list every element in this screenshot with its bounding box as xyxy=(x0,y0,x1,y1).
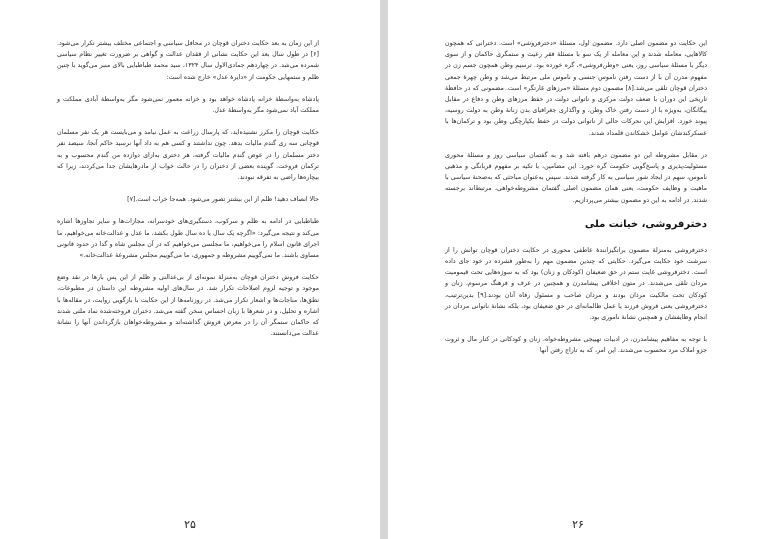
section-heading: دخترفروشی، خیانت ملی xyxy=(584,218,707,230)
paragraph: از این زمان به بعد حکایت دختران قوچان در محافل سیاسی و اجتماعی مختلف بیشتر تکرار می‌شود.[۶] در طول سال بعد این حکایت نشانی از فقدان عدالت و گواهی بر ضرورت تغییر نظام سیاسی شمرده می‌شد. در چهاردهم جمادی‌الاول سال ۱۳۲۴، سید محمد طباطبایی بالای منبر می‌گوید با چنین ظلم و ستمهایی حکومت از «دایرهٔ عدل» خارج شده است: xyxy=(57,40,319,81)
paragraph: در مقابل مشروطه این دو مضمون درهم بافته شد و به گفتمان سیاسی روز و مسئلهٔ محوری مسئولیت‌پذیری و پاسخ‌گویی حکومت گره خورد. این مضامین، با تکیه بر مفهوم قربانگی و مذهبی ناموس، سهم در ایجاد شور سیاسی به کار گرفته شدند. سپس به‌عنوان مباحثی که به‌صحنهٔ سیاسی با ماهیت و وظایف حکومت، یعنی همان مضمون اصلی گفتمان مشروطه‌خواهی، مرتبط‌اند برجسته شدند. در ادامه به این دو مضمون بیشتر می‌پردازیم. xyxy=(445,151,707,204)
paragraph: دخترفروشی به‌منزلهٔ مضمون برانگیزانندهٔ عاطفی محوری در حکایت دختران قوچان توانش را از سرشت خود حکایت می‌گیرد. حکایتی که چندین مضمون مهم را به‌طور فشرده در خود جای داده است. دخترفروشی غایت ستم در حق ضعیفان (کودکان و زنان) بود که به سوژه‌هایی تحت قیمومیت مردان تلقی می‌شدند. در متون اخلاقی پیشامدرن و همچنین در عرف و فرهنگ مرسوم، زنان و کودکان تحت مالکیت مردان بودند و مردان صاحب و مسئول رفاه آنان بودند.[۹] بدین‌ترتیب، دخترفروشی یعنی فروش فرزند یا عمل ظالمانه‌ای در حق ضعیفان بود، بلکه نشانهٔ ناتوانی مردان در انجام وظایفشان و همچنین نشانهٔ ناموری بود. xyxy=(445,246,707,322)
page-number: ۲۵ xyxy=(184,518,196,531)
quote-paragraph: حالا انصاف دهید! ظلم از این بیشتر تصور می‌شود. همه‌جا خراب است.[۷] xyxy=(127,196,319,204)
page-right-text xyxy=(445,38,707,368)
page-number: ۲۶ xyxy=(572,518,584,531)
page-left-text xyxy=(57,38,319,350)
page-right xyxy=(388,0,768,539)
paragraph: با توجه به مفاهیم پیشامدرن، در ادبیات تهییجی مشروطه‌خواه، زنان و کودکانی در کنار مال و ثروت جزو املاک مرد محسوب می‌شدند. این امر، که به تاراج رفتن آنها xyxy=(445,336,707,355)
paragraph: این حکایت دو مضمون اصلی دارد. مضمون اول، مسئلهٔ «دخترفروشی» است. دخترانی که همچون کالاهایی، معامله شدند و این معامله از یک سو با مسئلهٔ فقر رعیت و ستمگری حاکمان و از سوی دیگر با مسئلهٔ سیاسی روز، یعنی «وطن‌فروشی»، گره خورده بود. ترسیم وطن همچون جسم زن در مفهوم مدرن آن با از دست رفتن ناموس جنسی و ناموس ملی مرتبط می‌شد و وطن چهرهٔ جمعی دختران قوچان تلقی می‌شد.[۸] مضمون دوم مسئلهٔ «مرزهای غارتگر» است. مضمونی که در حافظهٔ تاریخی این دوران با ضعف دولت مرکزی و ناتوانی دولت در حفظ مرزهای وطن و دفاع در مقابل بیگانگان، به‌ویژه با از دست رفتن خاک وطن، و واگذاری جغرافیای بدن زنانهٔ وطن به دولت روسیه، پیوند خورد. افزایش این نحرکات حالی از ناتوانی دولت در حفظ یکپارچگی وطن بود و ترکمان‌ها با عسکرکندشان عوامل خشکاندن قلمداد شدند. xyxy=(445,40,707,137)
quote-paragraph: حکایت قوچان را مکرر نشنیده‌اید، که پارسال زراعت به عمل نیامد و می‌بایست هر یک نفر مسلمان قوچانی سه ری گندم مالیات بدهد. چون نداشتند و کسی هم به داد آنها نرسید حاکم آنجا، سیصد نفر دختر مسلمان را در عوض گندم مالیات گرفته، هر دختری به‌ازای دوازده من گندم محسوب و به ترکمان فروخت. گوینده بعضی از دختران را در حالت خواب از مادرهایشان جدا می‌کردند، زیرا که بیچاره‌ها راضی به تفرقه نبودند. xyxy=(57,129,319,182)
paragraph: طباطبایی در ادامه به ظلم و سرکوب، دستگیری‌های خودسرانه، مجازات‌ها و سایر تجاوزها اشاره می‌کند و نتیجه می‌گیرد: «اگرچه یک سال یا ده سال طول بکشد، ما عدل و عدالت‌خانه می‌خواهیم، ما اجرای قانون اسلام را می‌خواهیم، ما مجلسی می‌خواهیم که در آن مجلس شاه و گدا در حدود قانونی مساوی باشند. ما نمی‌گوییم مشروطه و جمهوری، ما می‌گوییم مجلس مشروعهٔ عدالت‌خانه.» xyxy=(57,218,319,260)
book-gutter xyxy=(380,0,388,539)
paragraph: حکایت فروش دختران قوچان به‌منزلهٔ نمونه‌ای از بی‌عدالتی و ظلم از این پس بارها در نقد وضع موجود و توجیه لزوم اصلاحات تکرار شد. در سال‌های اولیه مشروطه این داستان در مطبوعات، نطق‌ها، مناجات‌ها و اشعار تکرار می‌شد. در روزنامه‌ها از این حکایت با بازگویی روایت، در مقاله‌ها با اشاره و تحلیل، و در شعرها با زبان احساس سخن گفته می‌شد. دختران فروخته‌شده نماد ملتی شدند که حاکمان ستمگر آن را در معرض فروش گذاشته‌اند و مشروطه‌خواهان بازگرداندن آنها را نشانهٔ عدالت می‌دانستند. xyxy=(57,274,319,338)
quote-paragraph: پادشاه به‌واسطهٔ خزانه پادشاه خواهد بود و خزانه معمور نمی‌شود مگر به‌واسطهٔ آبادی مملکت و مملکت آباد نمی‌شود مگر به‌واسطهٔ عدل. xyxy=(57,95,319,115)
page-left xyxy=(0,0,380,539)
